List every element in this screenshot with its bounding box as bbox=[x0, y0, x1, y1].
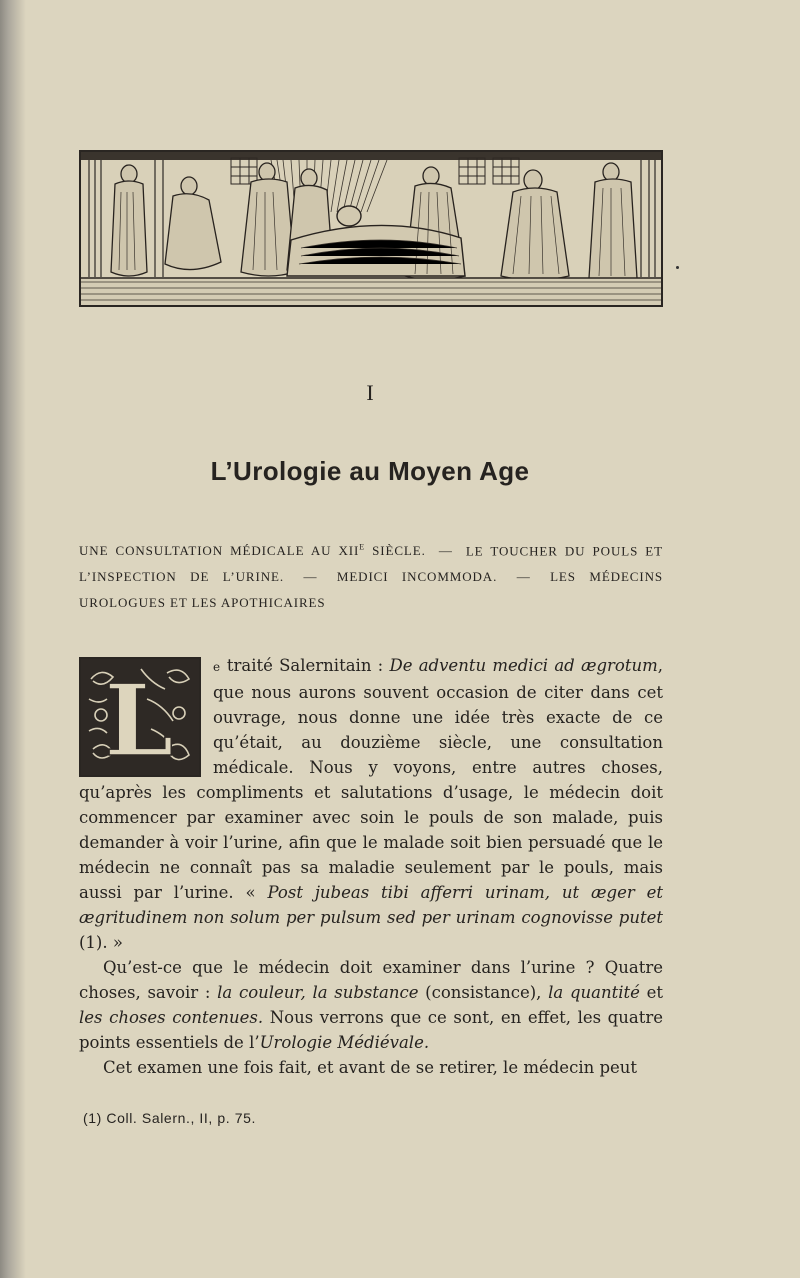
print-speck bbox=[676, 266, 679, 269]
footnote: (1) Coll. Salern., II, p. 75. bbox=[83, 1110, 257, 1126]
header-woodcut-illustration bbox=[79, 150, 663, 307]
summary-part-3: MEDICI INCOMMODA. bbox=[336, 569, 498, 585]
chapter-summary: UNE CONSULTATION MÉDICALE AU $XII^E$ SIÈCLE. — LE TOUCHER DU POULS ET L’INSPECTION DE L’URINE. — MEDICI INCOMMODA. — LES MÉDECINS UROLOGUES ET LES APOTHICAIRES bbox=[79, 543, 664, 611]
summary-part-4: LES MÉDECINS UROLOGUES ET LES APOTHICAIRES bbox=[79, 569, 664, 611]
svg-text:L: L bbox=[104, 664, 174, 775]
summary-part-2: LE TOUCHER DU POULS ET L’INSPECTION DE L’URINE. bbox=[79, 543, 663, 585]
dropcap-letter-l-illustration bbox=[81, 659, 199, 775]
bedside-scene-illustration bbox=[81, 152, 661, 305]
body-text bbox=[79, 653, 663, 1080]
chapter-title: L’Urologie au Moyen Age bbox=[210, 456, 530, 486]
paragraph-1: L e traité Salernitain : De adventu medici ad ægrotum, que nous aurons souvent occasion de citer dans cet ouvrage, nous donne une idée très exacte de ce qu’était, au douzième siècle, une consultation médicale. Nous y voyons, entre autres choses, qu’après les compliments et salutations d’usage, le médecin doit commencer par examiner avec soin le pouls de son malade, puis demander à voir l’urine, afin que le malade soit bien persuadé que le médecin ne connaît pas sa maladie seulement par le pouls, mais aussi par l’urine. « Post jubeas tibi afferri urinam, ut æger et ægritudinem non solum per pulsum sed per urinam cognovisse putet (1). » bbox=[79, 656, 663, 952]
paragraph-3: Cet examen une fois fait, et avant de se retirer, le médecin peut bbox=[103, 1058, 638, 1077]
chapter-number: I bbox=[366, 380, 374, 405]
ornamental-dropcap bbox=[79, 657, 201, 777]
summary-part-1: UNE CONSULTATION MÉDICALE AU $XII^E$ SIÈCLE. bbox=[79, 543, 426, 559]
paragraph-2: Qu’est-ce que le médecin doit examiner dans l’urine ? Quatre choses, savoir : la couleur, la substance (consistance), la quantité et les choses contenues. Nous verrons que ce sont, en effet, les quatre points essentiels de l’Urologie Médiévale. bbox=[79, 958, 664, 1052]
